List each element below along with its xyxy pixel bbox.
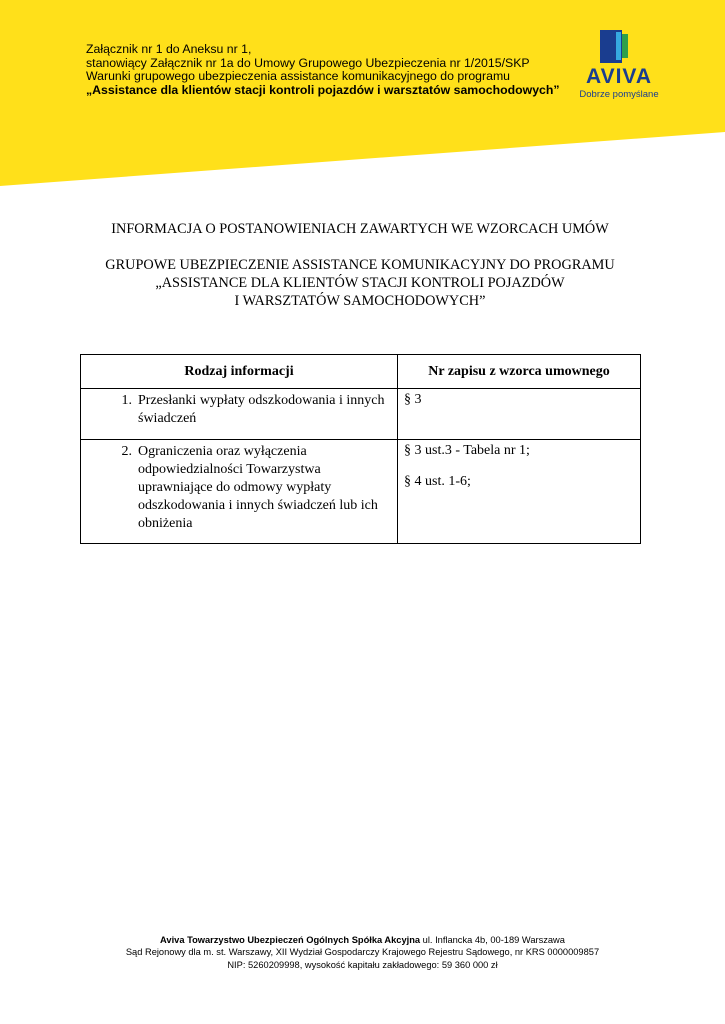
footer-line-1 (60, 934, 665, 946)
document-title: INFORMACJA O POSTANOWIENIACH ZAWARTYCH WE WZORCACH UMÓW (111, 221, 609, 237)
document-subtitle (80, 256, 640, 310)
page-footer (60, 934, 665, 971)
row-number: 1. (121, 393, 132, 408)
subtitle-line-1: GRUPOWE UBEZPIECZENIE ASSISTANCE KOMUNIKACYJNY DO PROGRAMU (105, 257, 615, 273)
info-type-cell (81, 389, 398, 440)
footer-address: ul. Inflancka 4b, 00-189 Warszawa (420, 935, 565, 945)
header-line-1: Załącznik nr 1 do Aneksu nr 1, (86, 42, 252, 56)
header-line-4: „Assistance dla klientów stacji kontroli pojazdów i warsztatów samochodowych” (86, 82, 560, 97)
footer-line-3: NIP: 5260209998, wysokość kapitału zakładowego: 59 360 000 zł (227, 959, 498, 970)
row-number: 2. (121, 444, 132, 459)
column-header-clause-number: Nr zapisu z wzorca umownego (398, 355, 641, 389)
logo-tagline: Dobrze pomyślane (579, 89, 659, 100)
column-header-info-type: Rodzaj informacji (81, 355, 398, 389)
table-row (81, 389, 641, 440)
aviva-logo (574, 30, 664, 105)
subtitle-line-3: I WARSZTATÓW SAMOCHODOWYCH” (234, 293, 486, 309)
footer-company-name: Aviva Towarzystwo Ubezpieczeń Ogólnych Spółka Akcyjna (160, 935, 421, 945)
document-header (86, 43, 566, 97)
clause-ref: § 3 (404, 392, 422, 407)
table-row (81, 440, 641, 544)
header-line-2: stanowiący Załącznik nr 1a do Umowy Grupowego Ubezpieczenia nr 1/2015/SKP (86, 55, 530, 70)
clause-ref: § 4 ust. 1-6; (404, 474, 471, 489)
aviva-flag-icon (600, 30, 638, 63)
clause-ref-cell (398, 389, 641, 440)
footer-line-2: Sąd Rejonowy dla m. st. Warszawy, XII Wydział Gospodarczy Krajowego Rejestru Sądowego, nr KRS 0000009857 (125, 947, 600, 958)
row-info-text: Przesłanki wypłaty odszkodowania i innych świadczeń (138, 393, 385, 426)
table-header-row (81, 355, 641, 389)
logo-wordmark: AVIVA (585, 65, 653, 88)
clause-ref-cell (398, 440, 641, 544)
information-table (80, 354, 641, 544)
clause-ref: § 3 ust.3 - Tabela nr 1; (404, 443, 530, 458)
header-line-3: Warunki grupowego ubezpieczenia assistance komunikacyjnego do programu (86, 69, 511, 84)
info-type-cell (81, 440, 398, 544)
row-info-text: Ograniczenia oraz wyłączenia odpowiedzialności Towarzystwa uprawniające do odmowy wypłaty odszkodowania i innych świadczeń lub ich obniżenia (138, 444, 378, 531)
subtitle-line-2: „ASSISTANCE DLA KLIENTÓW STACJI KONTROLI POJAZDÓW (155, 275, 565, 291)
